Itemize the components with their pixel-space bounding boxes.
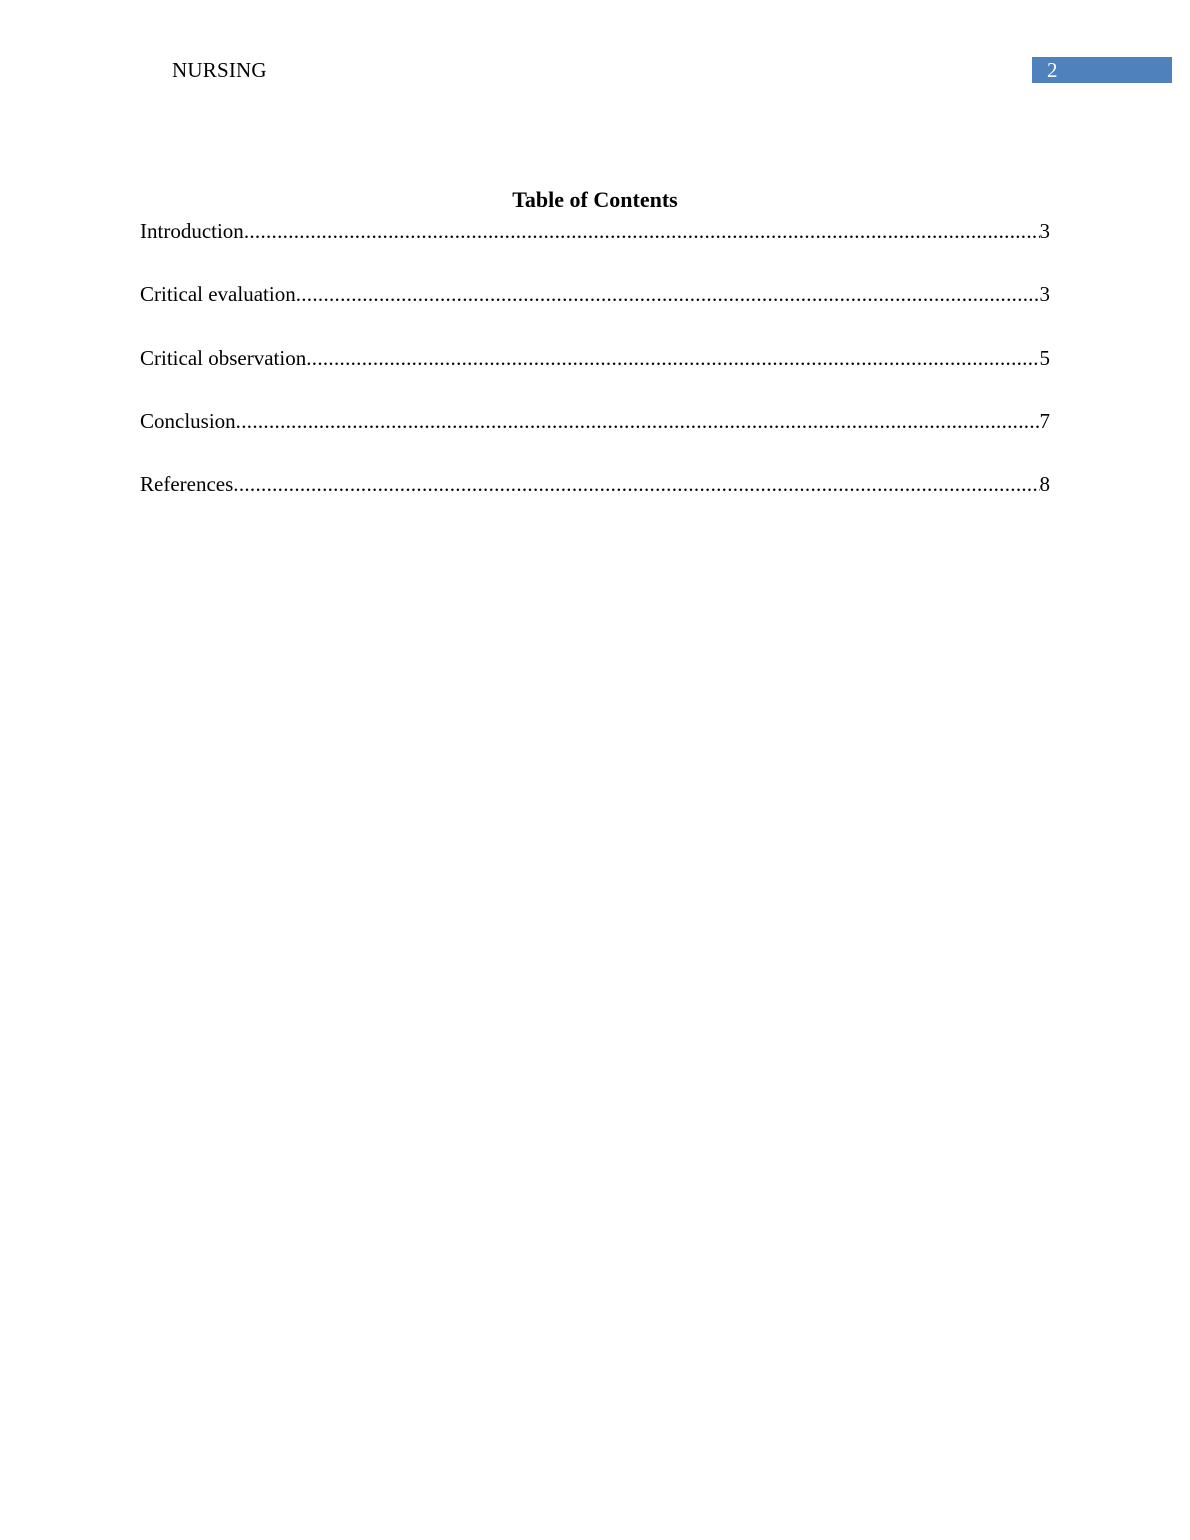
page-number: 2: [1047, 58, 1058, 82]
toc-entry-introduction[interactable]: [140, 218, 1050, 244]
toc-dot-leader: [306, 345, 1039, 371]
toc-dot-leader: [236, 408, 1040, 434]
toc-heading: Table of Contents: [512, 187, 678, 212]
toc-dot-leader: [233, 471, 1039, 497]
toc-entry-page: 3: [1039, 219, 1050, 243]
toc-list: [140, 218, 1050, 534]
toc-dot-leader: [296, 281, 1040, 307]
toc-entry-page: 8: [1039, 472, 1050, 497]
toc-entry-references[interactable]: [140, 471, 1050, 497]
toc-entry-page: 5: [1039, 345, 1050, 370]
toc-entry-label: References: [140, 472, 234, 497]
toc-entry-label: Conclusion: [140, 408, 236, 433]
toc-entry-page: 3: [1039, 282, 1050, 307]
toc-entry-page: 7: [1039, 408, 1050, 433]
toc-entry-label: Critical evaluation: [140, 282, 296, 307]
toc-dot-leader: [244, 218, 1040, 244]
toc-entry-critical-evaluation[interactable]: [140, 281, 1050, 307]
page-number-badge: [1032, 57, 1172, 83]
toc-entry-critical-observation[interactable]: [140, 345, 1050, 371]
toc-entry-label: Critical observation: [140, 345, 307, 370]
running-head: NURSING: [172, 58, 267, 82]
toc-entry-conclusion[interactable]: [140, 408, 1050, 434]
toc-entry-label: Introduction: [140, 219, 244, 243]
